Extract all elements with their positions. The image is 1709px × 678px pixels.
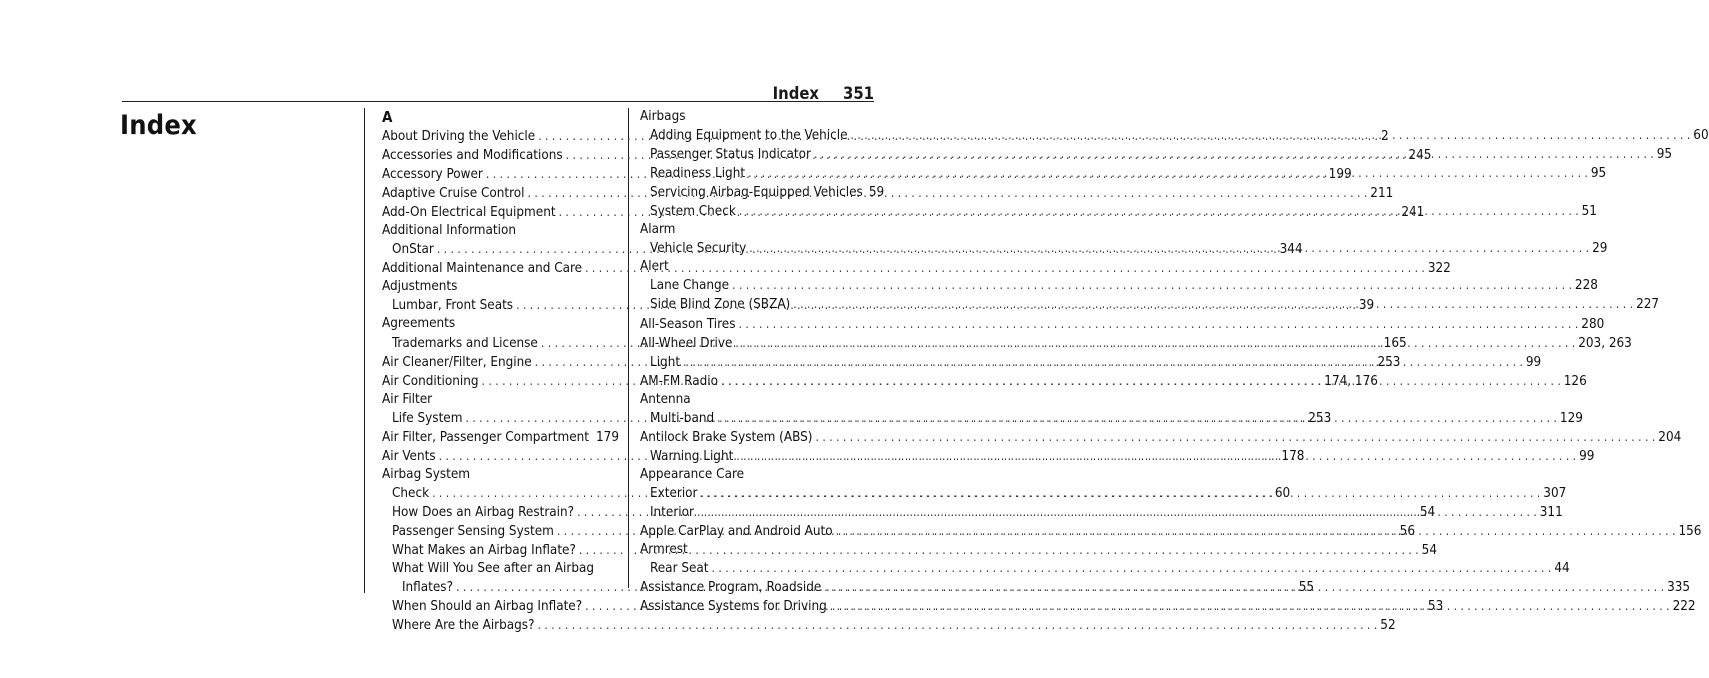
index-entry-page: 222 <box>1672 599 1696 615</box>
index-entry-term: Warning Light <box>650 448 734 464</box>
index-entry <box>640 428 1682 447</box>
index-entry-page: 253 <box>1308 410 1332 426</box>
index-entry <box>640 183 885 202</box>
index-entry-term: About Driving the Vehicle <box>382 129 536 144</box>
index-entry <box>640 126 1709 145</box>
page-title: Index <box>120 110 197 141</box>
dot-leader <box>836 522 1676 540</box>
index-entry-term: Servicing Airbag-Equipped Vehicles <box>650 185 863 201</box>
index-entry <box>640 559 1570 578</box>
index-entry-page: 280 <box>1581 316 1605 332</box>
index-group-heading: What Will You See after an Airbag <box>392 561 595 577</box>
index-entry-term: Inflates? <box>402 580 453 596</box>
index-entry-term: All-Wheel Drive <box>640 335 733 351</box>
index-entry-page: 51 <box>1581 204 1597 220</box>
index-entry-page: 211 <box>1370 186 1394 202</box>
dot-leader <box>793 295 1633 313</box>
index-entry-page: 129 <box>1559 410 1583 426</box>
index-entry-term: Vehicle Security <box>650 241 747 257</box>
dot-leader <box>736 447 1576 465</box>
index-entry-page: 344 <box>1279 242 1303 258</box>
index-entry-term: System Check <box>650 204 736 220</box>
dot-leader <box>748 164 1588 182</box>
index-entry-term: All-Season Tires <box>640 316 736 332</box>
index-entry-term: Accessory Power <box>382 167 483 183</box>
index-entry-term: Light <box>650 354 681 370</box>
index-entry-page: 60 <box>1274 485 1291 501</box>
index-entry-page: 53 <box>1427 599 1444 615</box>
index-entry-term: Check <box>392 485 430 501</box>
index-entry-page: 245 <box>1408 148 1432 164</box>
index-entry-page: 174, 176 <box>1324 373 1378 389</box>
index-entry-page: 178 <box>1281 448 1305 464</box>
index-entry-page: 44 <box>1554 561 1570 577</box>
index-entry-term: AM-FM Radio <box>640 373 718 389</box>
index-entry-term: How Does an Airbag Restrain? <box>392 504 575 520</box>
dot-leader <box>697 503 1537 521</box>
dot-leader <box>824 578 1664 596</box>
index-entry-page: 54 <box>1419 504 1436 520</box>
index-entry-term: Adding Equipment to the Vehicle <box>650 128 848 144</box>
index-entry <box>640 522 1702 541</box>
section-name: Index <box>772 84 819 103</box>
index-entry-term: Exterior <box>650 485 698 501</box>
dot-leader <box>712 559 1552 577</box>
index-entry-term: OnStar <box>392 242 434 258</box>
page-number: 351 <box>843 84 874 103</box>
index-entry-page: 228 <box>1574 278 1598 294</box>
index-entry-page: 199 <box>1328 167 1352 183</box>
index-entry-term: Assistance Systems for Driving <box>640 599 827 615</box>
index-entry-term: What Makes an Airbag Inflate? <box>392 543 576 559</box>
dot-leader <box>683 353 1523 371</box>
dot-leader <box>816 428 1656 446</box>
index-entry-term: Passenger Status Indicator <box>650 147 811 163</box>
dot-leader <box>830 597 1670 615</box>
index-group-heading: Airbag System <box>382 466 470 482</box>
dot-leader <box>537 616 1377 634</box>
index-entry-page: 39 <box>1358 298 1375 314</box>
column-divider-left <box>364 108 365 593</box>
index-letter-heading: A <box>382 108 393 126</box>
index-entry-term: Add-On Electrical Equipment <box>382 205 556 221</box>
header-rule <box>122 101 874 102</box>
dot-leader <box>735 334 1575 352</box>
index-group-heading: Alert <box>640 259 669 275</box>
index-entry-term: Air Cleaner/Filter, Engine <box>382 354 532 370</box>
index-entry-page: 54 <box>1421 543 1437 559</box>
index-entry <box>382 428 619 447</box>
index-entry-page: 241 <box>1401 205 1425 221</box>
index-entry-term: Additional Maintenance and Care <box>382 261 583 277</box>
index-group-heading: Additional Information <box>382 223 516 239</box>
dot-leader <box>717 409 1557 427</box>
index-group-heading: Adjustments <box>382 279 458 295</box>
index-entry-term: Interior <box>650 504 694 520</box>
dot-leader <box>732 276 1572 294</box>
index-entry-page: 52 <box>1380 618 1396 634</box>
dot-leader <box>738 315 1578 333</box>
index-entry-page: 156 <box>1678 524 1702 540</box>
index-entry-term: Where Are the Airbags? <box>392 618 535 634</box>
index-entry-page: 307 <box>1543 485 1567 501</box>
index-group-heading: Antenna <box>640 391 691 407</box>
index-entry-term: Multi-band <box>650 410 715 426</box>
index-entry-term: Accessories and Modifications <box>382 148 563 164</box>
dot-leader <box>739 202 1579 220</box>
index-entry-page: 2 <box>1380 129 1389 144</box>
index-entry-term: Air Filter, Passenger Compartment <box>382 429 589 445</box>
dot-leader <box>701 484 1541 502</box>
dot-leader <box>592 428 593 446</box>
index-entry-term: Life System <box>392 410 463 426</box>
index-entry-page: 253 <box>1377 354 1401 370</box>
index-entry <box>640 315 1605 334</box>
index-entry-page: 95 <box>1656 147 1673 163</box>
index-entry <box>382 616 1396 635</box>
index-entry-page: 60 <box>1693 128 1709 144</box>
index-entry-page: 59 <box>868 185 885 201</box>
index-entry-page: 99 <box>1525 354 1542 370</box>
dot-leader <box>749 239 1589 257</box>
index-group-heading: Airbags <box>640 109 686 124</box>
index-entry-page: 322 <box>1427 261 1451 277</box>
index-entry-page: 126 <box>1563 373 1587 389</box>
dot-leader <box>851 126 1691 144</box>
index-entry-page: 204 <box>1658 429 1682 445</box>
index-entry-page: 335 <box>1667 580 1691 596</box>
index-entry-term: Air Vents <box>382 448 436 464</box>
index-entry-term: Apple CarPlay and Android Auto <box>640 524 833 540</box>
index-entry-page: 99 <box>1579 448 1595 464</box>
index-entry-term: Assistance Program, Roadside <box>640 580 822 596</box>
index-entry-term: Passenger Sensing System <box>392 523 554 539</box>
index-entry-term: Antilock Brake System (ABS) <box>640 429 813 445</box>
index-entry <box>640 276 1598 295</box>
index-entry-term: Lumbar, Front Seats <box>392 298 514 314</box>
index-group-heading: Appearance Care <box>640 466 745 482</box>
index-entry-term: Side Blind Zone (SBZA) <box>650 297 791 313</box>
index-entry-term: Air Conditioning <box>382 373 479 389</box>
dot-leader <box>721 372 1561 390</box>
index-entry-term: Lane Change <box>650 278 730 294</box>
index-entry-page: 56 <box>1399 523 1415 539</box>
index-entry-page: 95 <box>1590 166 1607 182</box>
index-entry-page: 165 <box>1383 335 1407 351</box>
index-entry-page: 55 <box>1298 580 1315 596</box>
index-entry-page: 311 <box>1539 504 1563 520</box>
index-entry-page: 29 <box>1592 241 1608 257</box>
index-group-heading: Agreements <box>382 316 456 332</box>
index-entry-term: Rear Seat <box>650 561 709 577</box>
index-entry-term: Trademarks and License <box>392 335 538 351</box>
index-entry-page: 203, 263 <box>1578 335 1632 351</box>
index-entry-page: 179 <box>596 429 619 445</box>
index-group-heading: Air Filter <box>382 391 433 407</box>
index-entry-page: 227 <box>1636 297 1660 313</box>
index-group-heading: Armrest <box>640 542 688 558</box>
dot-leader <box>814 145 1654 163</box>
index-entry-term: When Should an Airbag Inflate? <box>392 599 583 615</box>
index-entry-term: Adaptive Cruise Control <box>382 186 525 202</box>
index-group-heading: Alarm <box>640 222 676 238</box>
index-entry-term: Readiness Light <box>650 166 746 182</box>
